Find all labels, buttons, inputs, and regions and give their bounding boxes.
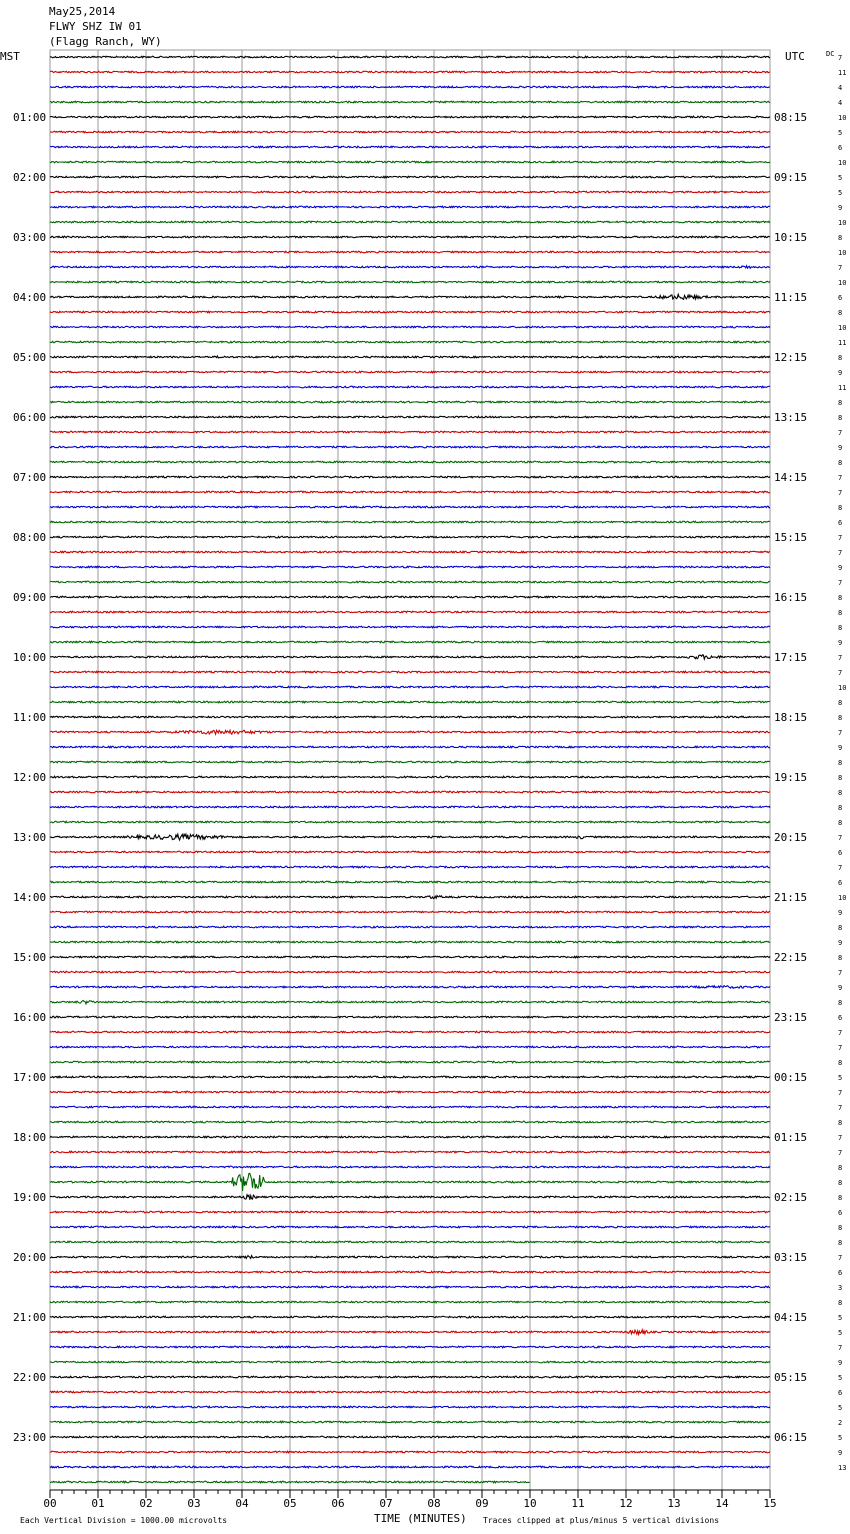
dc-value: 9: [838, 444, 843, 452]
dc-value: 8: [838, 714, 843, 722]
dc-value: 8: [838, 1299, 843, 1307]
mst-hour-label: 08:00: [13, 531, 47, 544]
dc-value: 5: [838, 1434, 843, 1442]
utc-hour-label: 01:15: [774, 1131, 808, 1144]
dc-value: 8: [838, 1164, 843, 1172]
trace-line: [50, 1046, 770, 1048]
dc-value: 5: [838, 1404, 843, 1412]
x-tick-label: 06: [331, 1497, 345, 1510]
dc-value: 7: [838, 654, 843, 662]
trace-line: [50, 1466, 770, 1468]
utc-hour-label: 19:15: [774, 771, 808, 784]
trace-line: [50, 1316, 770, 1318]
mst-hour-label: 01:00: [13, 111, 47, 124]
trace-line: [50, 506, 770, 508]
trace-line: [50, 1001, 770, 1004]
mst-hour-label: 17:00: [13, 1071, 47, 1084]
dc-value: 8: [838, 1119, 843, 1127]
trace-line: [50, 86, 770, 88]
trace-line: [50, 581, 770, 583]
dc-value: 5: [838, 189, 843, 197]
trace-line: [50, 206, 770, 208]
dc-value: 7: [838, 264, 843, 272]
dc-value: 7: [838, 1029, 843, 1037]
dc-value: 7: [838, 579, 843, 587]
trace-line: [50, 1286, 770, 1288]
x-tick-label: 14: [715, 1497, 729, 1510]
mst-hour-label: 15:00: [13, 951, 47, 964]
utc-hour-label: 05:15: [774, 1371, 808, 1384]
x-tick-label: 10: [523, 1497, 537, 1510]
mst-hour-label: 19:00: [13, 1191, 47, 1204]
trace-line: [50, 941, 770, 943]
trace-line: [50, 626, 770, 628]
dc-value: 7: [838, 1104, 843, 1112]
trace-line: [50, 1271, 770, 1273]
trace-line: [50, 1346, 770, 1348]
trace-line: [50, 476, 770, 478]
dc-value: 8: [838, 819, 843, 827]
utc-hour-label: 20:15: [774, 831, 808, 844]
trace-line: [50, 1091, 770, 1093]
dc-value: 6: [838, 144, 843, 152]
dc-value: 6: [838, 1269, 843, 1277]
mst-hour-label: 06:00: [13, 411, 47, 424]
dc-value: 7: [838, 834, 843, 842]
dc-value: 9: [838, 1449, 843, 1457]
utc-hour-label: 14:15: [774, 471, 808, 484]
trace-line: [50, 386, 770, 388]
utc-hour-label: 08:15: [774, 111, 808, 124]
trace-line: [50, 1195, 770, 1200]
x-tick-label: 05: [283, 1497, 297, 1510]
mst-hour-label: 21:00: [13, 1311, 47, 1324]
header-date: May25,2014: [49, 5, 116, 18]
mst-hour-label: 07:00: [13, 471, 47, 484]
utc-hour-label: 02:15: [774, 1191, 808, 1204]
dc-value: 6: [838, 1014, 843, 1022]
mst-hour-label: 04:00: [13, 291, 47, 304]
mst-hour-label: 10:00: [13, 651, 47, 664]
mst-hour-label: 13:00: [13, 831, 47, 844]
utc-hour-label: 15:15: [774, 531, 808, 544]
dc-value: 8: [838, 399, 843, 407]
trace-line: [50, 401, 770, 403]
trace-line: [50, 536, 770, 538]
dc-value: 7: [838, 729, 843, 737]
utc-hour-label: 09:15: [774, 171, 808, 184]
dc-value: 7: [838, 864, 843, 872]
mst-hour-label: 03:00: [13, 231, 47, 244]
x-tick-label: 13: [667, 1497, 681, 1510]
clip-note: Traces clipped at plus/minus 5 vertical divisions: [483, 1516, 720, 1525]
dc-value: 7: [838, 669, 843, 677]
dc-value: 8: [838, 1179, 843, 1187]
trace-line: [50, 1361, 770, 1363]
dc-value: 9: [838, 564, 843, 572]
trace-line: [50, 1121, 770, 1123]
mst-hour-label: 09:00: [13, 591, 47, 604]
trace-line: [50, 446, 770, 448]
dc-value: 6: [838, 849, 843, 857]
trace-line: [50, 896, 770, 899]
utc-hour-label: 03:15: [774, 1251, 808, 1264]
x-tick-label: 07: [379, 1497, 393, 1510]
trace-line: [50, 776, 770, 778]
plot-frame: [50, 50, 770, 1490]
x-tick-label: 00: [43, 1497, 57, 1510]
dc-value: 8: [838, 1059, 843, 1067]
mst-hour-label: 11:00: [13, 711, 47, 724]
trace-line: [50, 266, 770, 269]
dc-value: 8: [838, 504, 843, 512]
dc-value: 8: [838, 924, 843, 932]
dc-value: 7: [838, 1089, 843, 1097]
trace-line: [50, 655, 770, 659]
trace-line: [50, 101, 770, 103]
trace-line: [50, 641, 770, 643]
trace-line: [50, 806, 770, 808]
dc-value: 9: [838, 1359, 843, 1367]
trace-line: [50, 1061, 770, 1063]
dc-value: 9: [838, 984, 843, 992]
dc-value: 7: [838, 54, 843, 62]
dc-value: 7: [838, 1149, 843, 1157]
dc-value: 5: [838, 1314, 843, 1322]
utc-hour-label: 21:15: [774, 891, 808, 904]
dc-value: 8: [838, 459, 843, 467]
dc-value: 9: [838, 939, 843, 947]
trace-line: [50, 1241, 770, 1243]
dc-value: 9: [838, 639, 843, 647]
trace-line: [50, 1166, 770, 1168]
utc-hour-label: 06:15: [774, 1431, 808, 1444]
trace-line: [50, 491, 770, 493]
utc-hour-label: 23:15: [774, 1011, 808, 1024]
trace-line: [50, 461, 770, 463]
trace-line: [50, 1421, 770, 1423]
utc-hour-label: 17:15: [774, 651, 808, 664]
x-tick-label: 09: [475, 1497, 489, 1510]
x-tick-label: 04: [235, 1497, 249, 1510]
dc-value: 5: [838, 174, 843, 182]
trace-line: [50, 1451, 770, 1453]
dc-value: 5: [838, 129, 843, 137]
trace-line: [50, 221, 770, 223]
trace-line: [50, 971, 770, 973]
trace-line: [50, 926, 770, 928]
trace-line: [50, 1151, 770, 1153]
dc-value: 8: [838, 609, 843, 617]
dc-value: 8: [838, 414, 843, 422]
trace-line: [50, 416, 770, 418]
trace-line: [50, 746, 770, 748]
mst-hour-label: 16:00: [13, 1011, 47, 1024]
trace-line: [50, 1173, 770, 1191]
mst-hour-label: 20:00: [13, 1251, 47, 1264]
dc-value: 7: [838, 429, 843, 437]
trace-line: [50, 251, 770, 253]
trace-line: [50, 1106, 770, 1108]
x-tick-label: 02: [139, 1497, 153, 1510]
trace-line: [50, 116, 770, 118]
dc-value: 8: [838, 1194, 843, 1202]
x-tick-label: 08: [427, 1497, 441, 1510]
trace-line: [50, 1301, 770, 1303]
dc-value: 13: [838, 1464, 847, 1472]
utc-hour-label: 00:15: [774, 1071, 808, 1084]
trace-line: [50, 371, 770, 373]
trace-line: [50, 791, 770, 793]
trace-line: [50, 356, 770, 358]
trace-line: [50, 326, 770, 328]
dc-value: 8: [838, 789, 843, 797]
dc-value: 2: [838, 1419, 843, 1427]
mst-hour-label: 05:00: [13, 351, 47, 364]
dc-value: 7: [838, 969, 843, 977]
trace-line: [50, 701, 770, 703]
trace-line: [50, 1406, 770, 1408]
trace-line: [50, 131, 770, 133]
trace-line: [50, 1076, 770, 1078]
dc-value: 10: [838, 324, 847, 332]
mst-hour-label: 23:00: [13, 1431, 47, 1444]
dc-value: 3: [838, 1284, 843, 1292]
x-tick-label: 01: [91, 1497, 105, 1510]
dc-value: 8: [838, 309, 843, 317]
trace-line: [50, 1391, 770, 1393]
dc-value: 5: [838, 1329, 843, 1337]
x-tick-label: 15: [763, 1497, 777, 1510]
dc-value: 6: [838, 879, 843, 887]
mst-hour-label: 02:00: [13, 171, 47, 184]
dc-value: 10: [838, 249, 847, 257]
dc-value: 8: [838, 699, 843, 707]
trace-line: [50, 1330, 770, 1335]
dc-value: 10: [838, 279, 847, 287]
mst-hour-label: 12:00: [13, 771, 47, 784]
trace-line: [50, 146, 770, 148]
dc-value: 7: [838, 1134, 843, 1142]
utc-hour-label: 12:15: [774, 351, 808, 364]
dc-value: 7: [838, 489, 843, 497]
dc-value: 8: [838, 354, 843, 362]
dc-value: 8: [838, 1239, 843, 1247]
dc-value: 4: [838, 99, 843, 107]
dc-value: 6: [838, 519, 843, 527]
utc-hour-label: 11:15: [774, 291, 808, 304]
dc-value: 7: [838, 1044, 843, 1052]
trace-line: [50, 1031, 770, 1033]
dc-value: 8: [838, 774, 843, 782]
trace-line: [50, 986, 770, 989]
trace-line: [50, 294, 770, 299]
trace-line: [50, 851, 770, 853]
trace-line: [50, 1211, 770, 1213]
trace-line: [50, 521, 770, 523]
x-tick-label: 12: [619, 1497, 633, 1510]
trace-line: [50, 1016, 770, 1018]
trace-line: [50, 761, 770, 763]
dc-value: 8: [838, 624, 843, 632]
trace-line: [50, 596, 770, 598]
trace-line: [50, 191, 770, 193]
utc-hour-label: 22:15: [774, 951, 808, 964]
header-station: FLWY SHZ IW 01: [49, 20, 142, 33]
utc-hour-label: 10:15: [774, 231, 808, 244]
dc-value: 10: [838, 894, 847, 902]
trace-line: [50, 281, 770, 283]
trace-line: [50, 911, 770, 913]
trace-line: [50, 1376, 770, 1378]
utc-hour-label: 13:15: [774, 411, 808, 424]
trace-line: [50, 71, 770, 73]
dc-value: 10: [838, 684, 847, 692]
trace-line: [50, 866, 770, 868]
trace-line: [50, 730, 770, 734]
mst-hour-label: 14:00: [13, 891, 47, 904]
x-tick-label: 03: [187, 1497, 201, 1510]
dc-value: 9: [838, 369, 843, 377]
dc-value: 5: [838, 1374, 843, 1382]
dc-value: 8: [838, 804, 843, 812]
trace-line: [50, 551, 770, 553]
dc-value: 6: [838, 294, 843, 302]
dc-value: 8: [838, 759, 843, 767]
mst-hour-label: 18:00: [13, 1131, 47, 1144]
dc-value: 4: [838, 84, 843, 92]
dc-value: 7: [838, 1344, 843, 1352]
trace-line: [50, 311, 770, 313]
trace-line: [50, 566, 770, 568]
header-location: (Flagg Ranch, WY): [49, 35, 162, 48]
trace-line: [50, 176, 770, 178]
dc-value: 10: [838, 114, 847, 122]
dc-value: 7: [838, 1254, 843, 1262]
dc-label: DC: [826, 50, 835, 58]
dc-value: 8: [838, 1224, 843, 1232]
dc-value: 6: [838, 1209, 843, 1217]
trace-line: [50, 341, 770, 343]
x-tick-label: 11: [571, 1497, 585, 1510]
mst-hour-label: 22:00: [13, 1371, 47, 1384]
trace-line: [50, 686, 770, 688]
trace-line: [50, 671, 770, 673]
utc-hour-label: 04:15: [774, 1311, 808, 1324]
dc-value: 8: [838, 594, 843, 602]
trace-line: [50, 1256, 770, 1259]
trace-line: [50, 1136, 770, 1138]
trace-line: [50, 236, 770, 238]
dc-value: 10: [838, 159, 847, 167]
utc-hour-label: 18:15: [774, 711, 808, 724]
trace-line: [50, 1436, 770, 1438]
trace-line: [50, 834, 770, 840]
utc-label: UTC: [785, 50, 805, 63]
trace-line: [50, 956, 770, 958]
dc-value: 9: [838, 204, 843, 212]
dc-value: 7: [838, 549, 843, 557]
scale-note: Each Vertical Division = 1000.00 microvolts: [20, 1516, 228, 1525]
dc-value: 10: [838, 219, 847, 227]
x-axis-label: TIME (MINUTES): [374, 1512, 467, 1525]
trace-line: [50, 716, 770, 718]
dc-value: 7: [838, 474, 843, 482]
dc-value: 9: [838, 744, 843, 752]
dc-value: 11: [838, 384, 847, 392]
trace-line: [50, 821, 770, 823]
trace-line: [50, 431, 770, 433]
trace-line: [50, 56, 770, 58]
dc-value: 8: [838, 234, 843, 242]
dc-value: 11: [838, 69, 847, 77]
trace-line: [50, 611, 770, 613]
utc-hour-label: 16:15: [774, 591, 808, 604]
dc-value: 5: [838, 1074, 843, 1082]
trace-line: [50, 161, 770, 163]
mst-label: MST: [0, 50, 20, 63]
dc-value: 7: [838, 534, 843, 542]
dc-value: 9: [838, 909, 843, 917]
trace-line: [50, 881, 770, 883]
trace-line: [50, 1226, 770, 1228]
dc-value: 11: [838, 339, 847, 347]
dc-value: 6: [838, 1389, 843, 1397]
dc-value: 8: [838, 999, 843, 1007]
dc-value: 8: [838, 954, 843, 962]
